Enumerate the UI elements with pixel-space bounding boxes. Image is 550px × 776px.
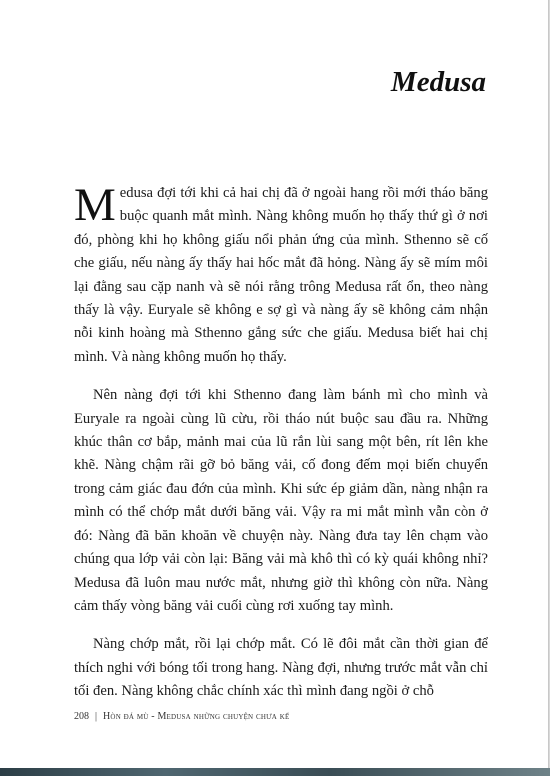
- paragraph-2: Nên nàng đợi tới khi Sthenno đang làm bánh mì cho mình và Euryale ra ngoài cùng lũ cừu, rồi tháo nút buộc sau đầu ra. Những khúc thân cơ bắp, mảnh mai của lũ rắn lùi sang một bên, rít lên khe khẽ. Nàng chậm rãi gỡ bỏ băng vải, cố đong đếm mọi biến chuyển trong cảm giác đau đớn của mình. Khi sức ép giảm dần, nàng nhận ra mình có thể chớp mắt dưới băng vải. Vậy ra mi mắt mình vẫn còn ở đó: Nàng đã băn khoăn về chuyện này. Nàng đưa tay lên chạm vào chúng qua lớp vải còn lại: Băng vải mà khô thì có kỳ quái không nhỉ? Medusa đã luôn mau nước mắt, nhưng giờ thì không còn nữa. Nàng cảm thấy vòng băng vải cuối cùng rơi xuống tay mình.: [74, 387, 488, 614]
- footer-separator: |: [95, 711, 98, 722]
- background-strip: [0, 768, 550, 776]
- chapter-title: Medusa: [390, 66, 486, 98]
- page-footer: [74, 711, 289, 722]
- paragraph-3: Nàng chớp mắt, rồi lại chớp mắt. Có lẽ đôi mắt cần thời gian để thích nghi với bóng tối trong hang. Nàng đợi, nhưng trước mắt vẫn chỉ tối đen. Nàng không chắc chính xác thì mình đang ngồi ở chỗ: [74, 636, 488, 700]
- paragraph-1: [74, 179, 488, 369]
- paragraph-1-text: edusa đợi tới khi cả hai chị đã ở ngoài hang rồi mới tháo băng buộc quanh mắt mình. Nàng không muốn họ thấy thứ gì ở nơi đó, phòng khi họ không giấu nổi phản ứng của mình. Sthenno sẽ cố che giấu, nếu nàng ấy thấy hai hốc mắt đã hỏng. Nàng ấy sẽ mím môi lại đằng sau cặp nanh và sẽ nói rằng trông Medusa rất ổn, theo nàng thấy là vậy. Euryale sẽ không e sợ gì và nàng ấy sẽ không cảm nhận nỗi kinh hoàng mà Sthenno gắng sức che giấu. Medusa biết hai chị mình. Và nàng không muốn họ thấy.: [74, 185, 488, 365]
- page-number: 208: [74, 711, 89, 722]
- running-title: Hòn đá mù - Medusa những chuyện chưa kể: [103, 711, 290, 722]
- drop-cap: M: [74, 179, 116, 231]
- body-text: [74, 179, 488, 719]
